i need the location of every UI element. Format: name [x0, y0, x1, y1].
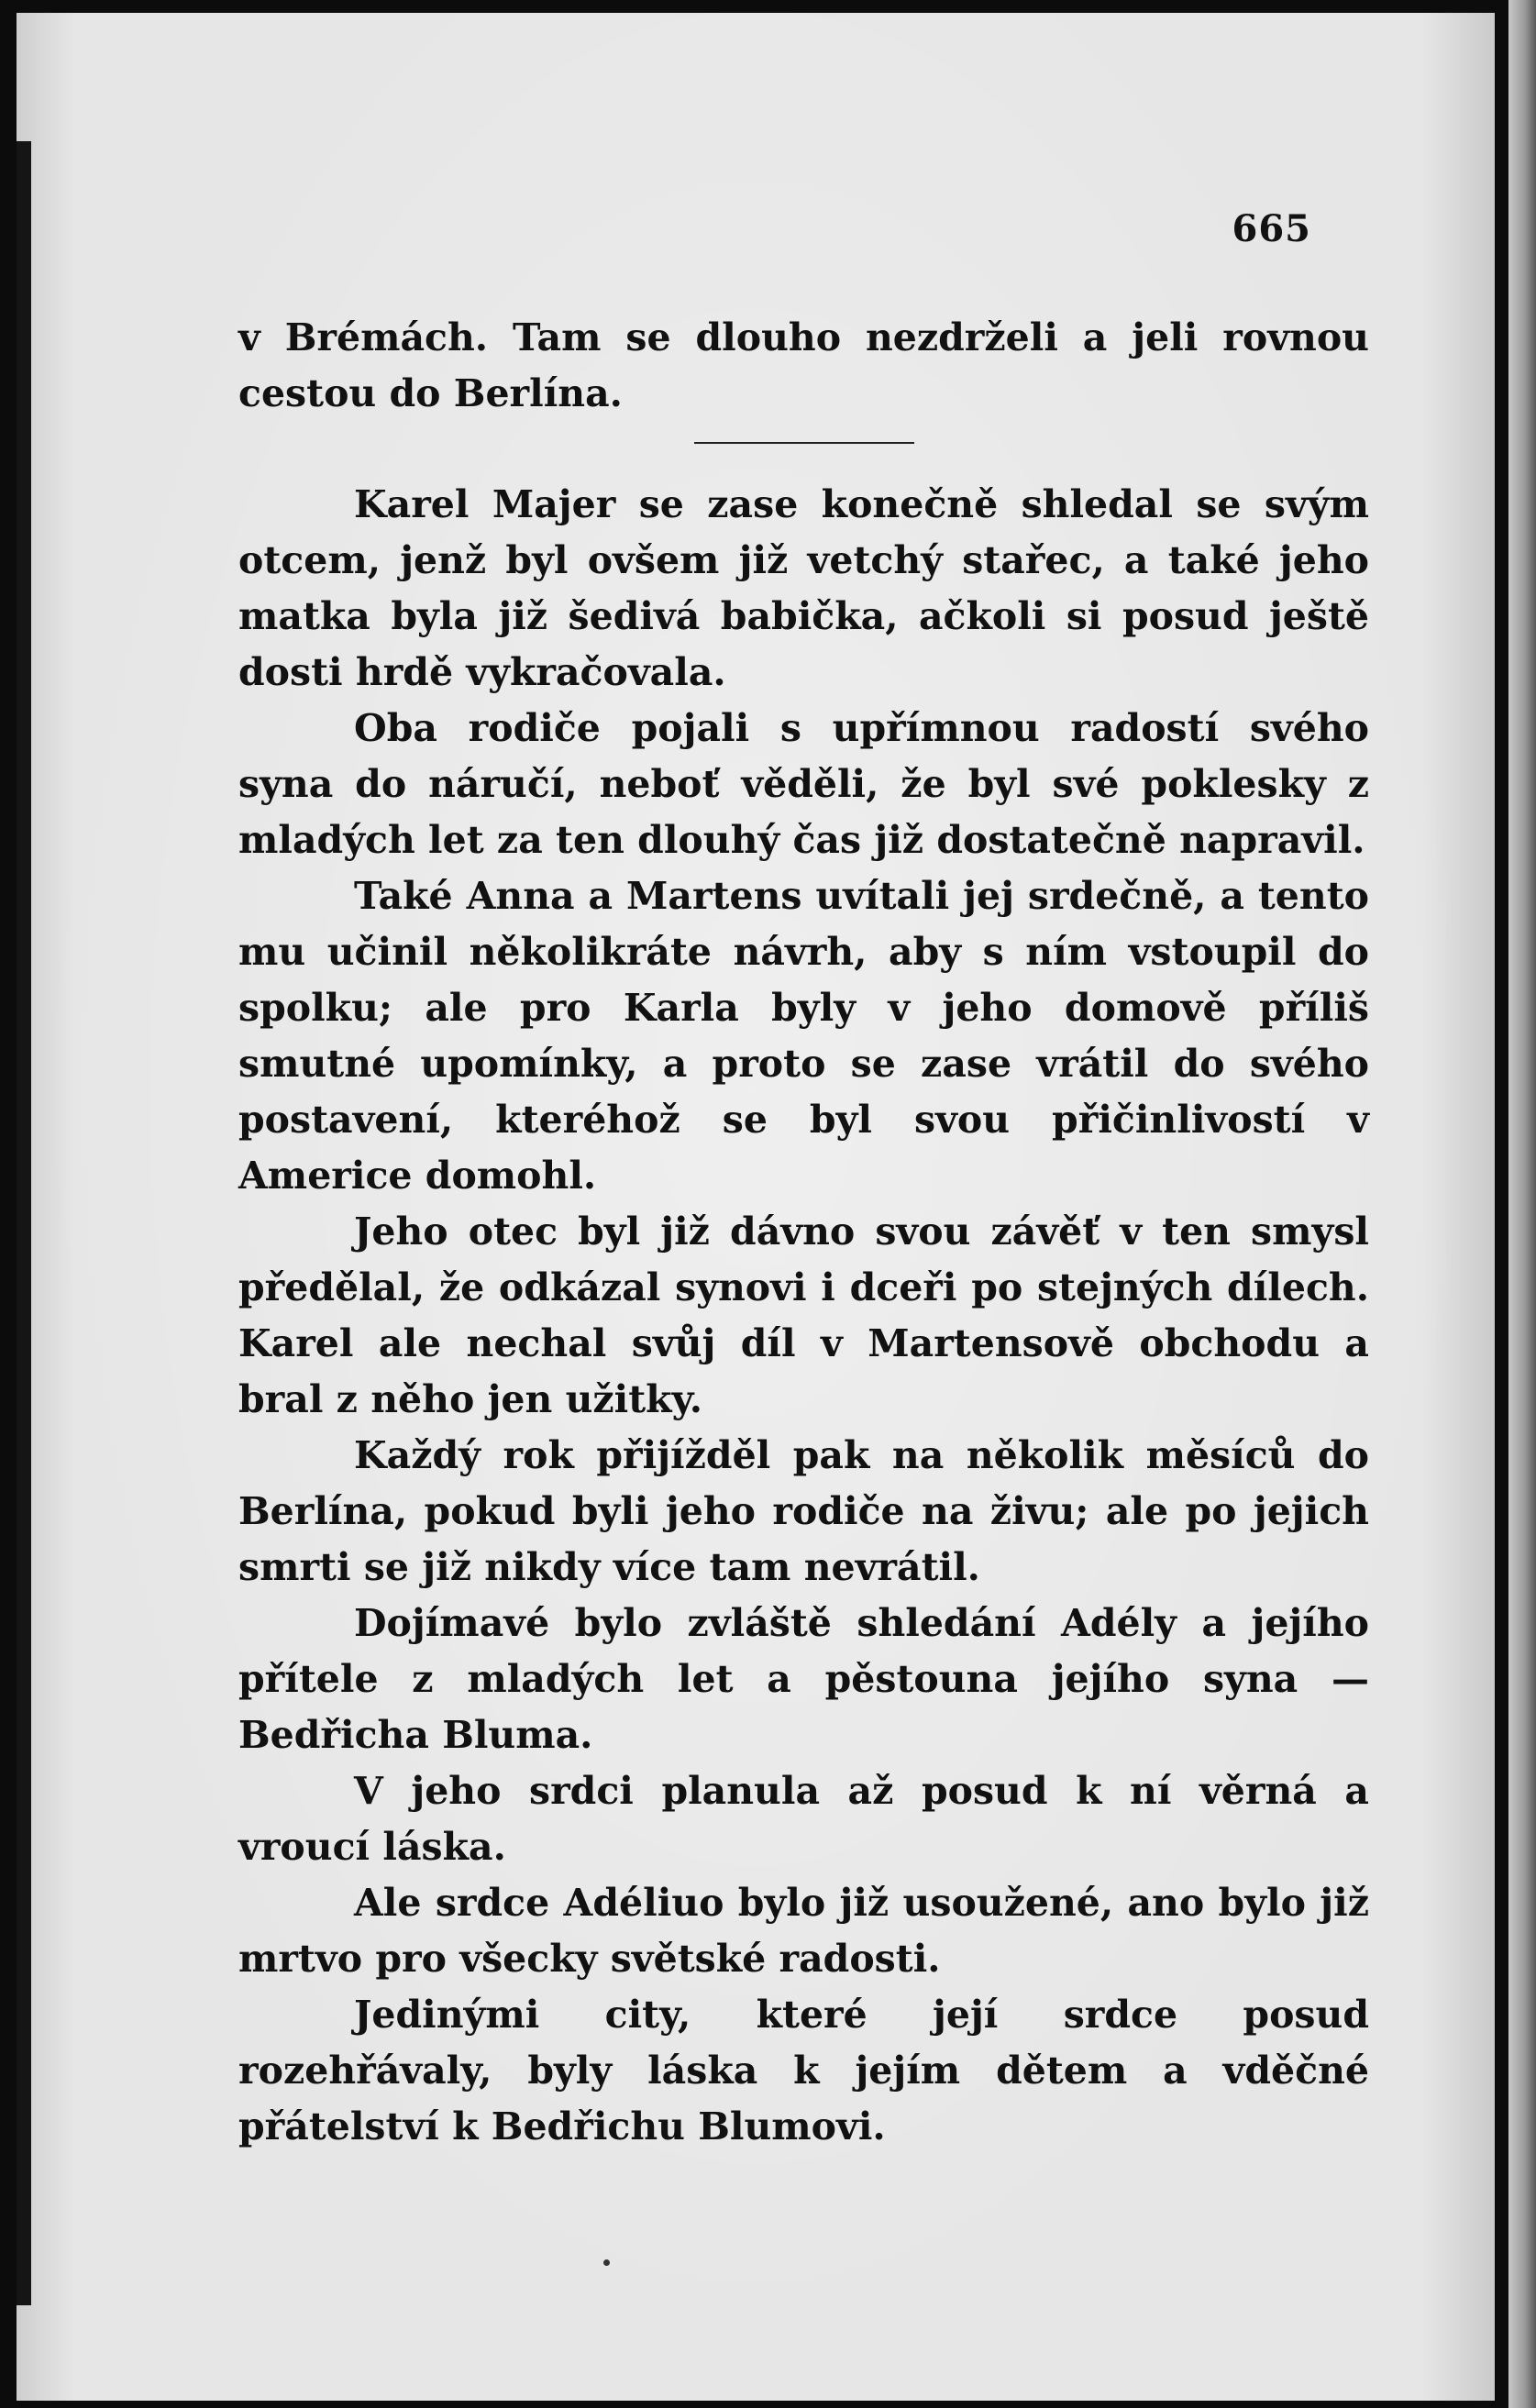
paragraph: Dojímavé bylo zvláště shledání Adély a jejího přítele z mladých let a pěstouna jejího syna — Bedřicha Bluma. — [238, 1601, 1369, 1757]
paragraph: Karel Majer se zase konečně shledal se svým otcem, jenž byl ovšem již vetchý stařec, a také jeho matka byla již šedivá babička, ačkoli si posud ještě dosti hrdě vykračovala. — [238, 482, 1369, 694]
paragraph: Oba rodiče pojali s upřímnou radostí svého syna do náručí, neboť věděli, že byl své poklesky z mladých let za ten dlouhý čas již dostatečně napravil. — [238, 706, 1369, 862]
body-text — [238, 310, 1369, 2155]
binding-edge — [17, 141, 31, 2305]
paragraph: Ale srdce Adéliuo bylo již usoužené, ano bylo již mrtvo pro všecky světské radosti. — [238, 1881, 1369, 1981]
paragraph: Také Anna a Martens uvítali jej srdečně, a tento mu učinil několikráte návrh, aby s ním vstoupil do spolku; ale pro Karla byly v jeho domově příliš smutné upomínky, a proto se zase vrátil do svého postavení, kteréhož se byl svou přičinlivostí v Americe domohl. — [238, 874, 1369, 1198]
continuation-line: v Brémách. Tam se dlouho nezdrželi a jeli rovnou cestou do Berlína. — [238, 315, 1369, 415]
paragraph: Každý rok přijížděl pak na několik měsíců do Berlína, pokud byli jeho rodiče na živu; ale po jejich smrti se již nikdy více tam nevrátil. — [238, 1433, 1369, 1589]
paragraph: V jeho srdci planula až posud k ní věrná a vroucí láska. — [238, 1769, 1369, 1869]
paragraph: Jedinými city, které její srdce posud rozehřávaly, byly láska k jejím dětem a vděčné přátelství k Bedřichu Blumovi. — [238, 1993, 1369, 2148]
paragraph: Jeho otec byl již dávno svou závěť v ten smysl předělal, že odkázal synovi i dceři po stejných dílech. Karel ale nechal svůj díl v Martensově obchodu a bral z něho jen užitky. — [238, 1210, 1369, 1421]
page-number: 665 — [1232, 207, 1311, 250]
ink-speck — [603, 2259, 610, 2266]
section-divider — [694, 442, 914, 444]
book-page — [17, 13, 1495, 2401]
page-edge-shadow — [1508, 0, 1536, 2408]
